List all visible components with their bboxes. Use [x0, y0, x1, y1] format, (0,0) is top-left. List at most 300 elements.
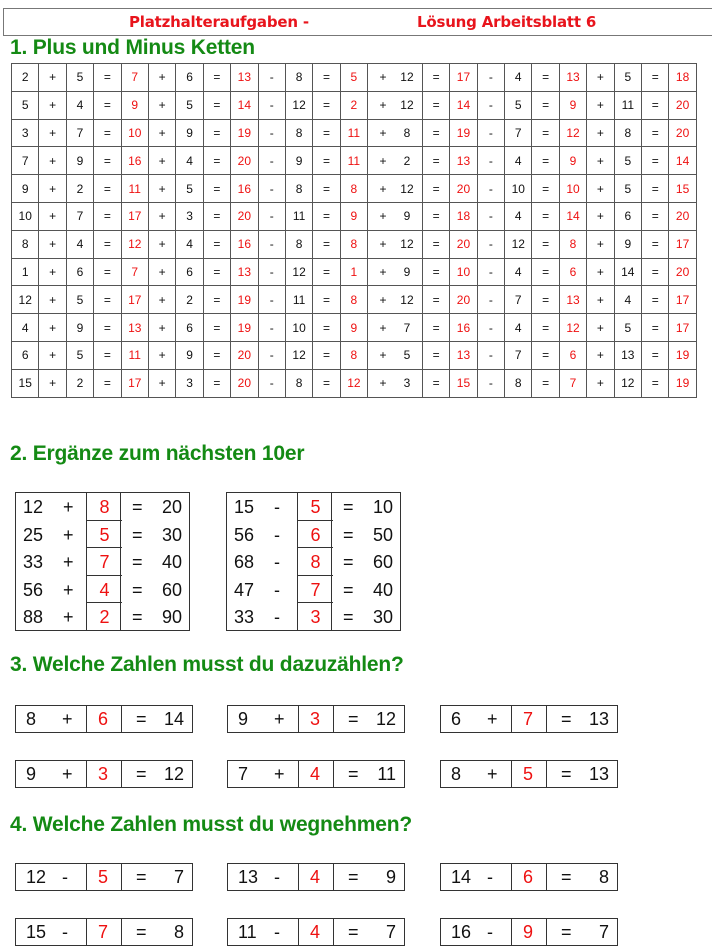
- chain-cell-op-num: [368, 175, 423, 203]
- chain-cell: -: [258, 341, 285, 369]
- add-equation-box: [440, 705, 618, 733]
- chain-answer-cell: 17: [669, 286, 696, 314]
- chain-answer-cell: 8: [340, 230, 367, 258]
- result: 8: [173, 922, 184, 942]
- chain-cell: =: [642, 64, 669, 92]
- chain-answer-cell: 18: [669, 64, 696, 92]
- divider: [546, 919, 547, 945]
- operand: 9: [26, 764, 37, 784]
- divider: [121, 761, 122, 787]
- chain-cell: =: [313, 369, 340, 397]
- chain-cell: =: [94, 258, 121, 286]
- chain-cell: +: [587, 258, 614, 286]
- chain-cell: 8: [285, 369, 312, 397]
- operator: +: [62, 764, 73, 784]
- chain-cell: =: [422, 230, 449, 258]
- answer-cell: [87, 493, 122, 521]
- divider: [86, 864, 87, 890]
- chain-cell: =: [313, 230, 340, 258]
- chain-cell: 4: [505, 147, 532, 175]
- chain-cell: +: [148, 314, 175, 342]
- result: 30: [162, 524, 183, 545]
- chain-row: [12, 369, 697, 397]
- operator: +: [62, 709, 73, 729]
- chain-cell: =: [203, 91, 230, 119]
- divider: [333, 864, 334, 890]
- chain-cell: -: [258, 369, 285, 397]
- chain-operator: +: [379, 237, 387, 252]
- result: 7: [385, 922, 396, 942]
- chain-cell: 9: [285, 147, 312, 175]
- chain-answer-cell: 16: [231, 230, 258, 258]
- chain-number: 12: [400, 237, 414, 252]
- operand: 13: [238, 867, 259, 887]
- add-equation-box: [227, 705, 405, 733]
- chain-cell: -: [258, 230, 285, 258]
- chain-cell: =: [642, 175, 669, 203]
- chain-cell: =: [94, 286, 121, 314]
- chain-answer-cell: 19: [231, 286, 258, 314]
- chain-cell: +: [148, 341, 175, 369]
- chain-cell: =: [532, 369, 559, 397]
- chain-operator: +: [379, 181, 387, 196]
- result: 12: [375, 709, 396, 729]
- divider: [333, 706, 334, 732]
- chain-answer-cell: 10: [121, 119, 148, 147]
- chain-operator: +: [379, 125, 387, 140]
- chain-cell: 3: [12, 119, 39, 147]
- chain-cell: =: [532, 230, 559, 258]
- add-equation-box: [15, 705, 193, 733]
- chain-cell: =: [642, 286, 669, 314]
- chain-cell: =: [532, 286, 559, 314]
- answer-value: 6: [523, 867, 534, 887]
- answer-cell: [298, 603, 333, 631]
- chain-answer-cell: 14: [231, 91, 258, 119]
- chain-answer-cell: 8: [340, 341, 367, 369]
- chain-grid: [11, 63, 697, 398]
- chain-number: 9: [403, 264, 411, 279]
- chain-cell: +: [148, 91, 175, 119]
- operator: +: [274, 764, 285, 784]
- chain-cell: =: [94, 64, 121, 92]
- chain-cell-op-num: [368, 286, 423, 314]
- chain-cell: 12: [12, 286, 39, 314]
- chain-cell: +: [39, 258, 66, 286]
- add-equation-box: [440, 760, 618, 788]
- chain-cell: =: [94, 119, 121, 147]
- chain-answer-cell: 17: [669, 314, 696, 342]
- chain-answer-cell: 13: [450, 147, 477, 175]
- chain-cell: 4: [176, 230, 203, 258]
- chain-cell: 6: [12, 341, 39, 369]
- equals-sign: =: [343, 497, 354, 517]
- answer-value: 8: [99, 497, 110, 517]
- answer-cell: [298, 521, 333, 549]
- chain-cell: -: [258, 64, 285, 92]
- operand: 12: [23, 497, 44, 517]
- operator: -: [274, 552, 280, 573]
- chain-answer-cell: 19: [669, 369, 696, 397]
- result: 12: [163, 764, 184, 784]
- chain-cell: =: [313, 119, 340, 147]
- divider: [546, 761, 547, 787]
- result: 50: [373, 524, 394, 545]
- chain-cell: 7: [66, 119, 93, 147]
- chain-cell: +: [39, 286, 66, 314]
- chain-number: 7: [403, 320, 411, 335]
- chain-operator: +: [379, 209, 387, 224]
- result: 9: [385, 867, 396, 887]
- chain-cell-op-num: [368, 230, 423, 258]
- chain-cell: 14: [614, 258, 641, 286]
- chain-answer-cell: 18: [450, 202, 477, 230]
- chain-answer-cell: 17: [669, 230, 696, 258]
- chain-row: [12, 119, 697, 147]
- chain-cell: +: [148, 202, 175, 230]
- chain-answer-cell: 2: [340, 91, 367, 119]
- chain-cell: +: [39, 64, 66, 92]
- chain-cell: 7: [505, 119, 532, 147]
- chain-cell: =: [203, 258, 230, 286]
- chain-answer-cell: 10: [559, 175, 586, 203]
- section-4-heading: 4. Welche Zahlen musst du wegnehmen?: [10, 813, 412, 836]
- answer-value: 5: [98, 867, 109, 887]
- operand: 6: [451, 709, 462, 729]
- divider: [511, 919, 512, 945]
- equals-sign: =: [136, 709, 147, 729]
- chain-cell: 2: [12, 64, 39, 92]
- chain-cell: +: [148, 64, 175, 92]
- chain-number: 2: [403, 153, 411, 168]
- operator: -: [62, 922, 68, 942]
- equals-sign: =: [561, 709, 572, 729]
- chain-cell: 6: [176, 258, 203, 286]
- chain-cell: 4: [505, 314, 532, 342]
- chain-cell: 6: [614, 202, 641, 230]
- equals-sign: =: [132, 579, 143, 600]
- chain-cell-op-num: [368, 341, 423, 369]
- chain-cell: =: [532, 119, 559, 147]
- equals-sign: =: [561, 764, 572, 784]
- operand: 7: [238, 764, 249, 784]
- chain-cell: 8: [12, 230, 39, 258]
- sub-equation-box: [440, 863, 618, 891]
- chain-cell: =: [642, 314, 669, 342]
- chain-cell: =: [313, 286, 340, 314]
- answer-cell: [87, 521, 122, 549]
- answer-value: 4: [99, 579, 110, 600]
- operand: 47: [234, 579, 255, 600]
- operator: +: [63, 607, 74, 628]
- chain-cell: 9: [176, 341, 203, 369]
- answer-value: 7: [310, 579, 321, 600]
- chain-cell-op-num: [368, 202, 423, 230]
- chain-cell: =: [94, 91, 121, 119]
- chain-cell: -: [477, 341, 504, 369]
- chain-cell: 5: [66, 341, 93, 369]
- chain-cell: 3: [176, 369, 203, 397]
- chain-cell: 8: [285, 230, 312, 258]
- divider: [298, 761, 299, 787]
- result: 13: [588, 709, 609, 729]
- chain-cell: =: [422, 202, 449, 230]
- sub-equation-box: [15, 863, 193, 891]
- title-right: Lösung Arbeitsblatt 6: [417, 13, 597, 31]
- answer-value: 5: [310, 497, 321, 517]
- operator: -: [274, 867, 280, 887]
- chain-cell: 5: [66, 64, 93, 92]
- chain-row: [12, 175, 697, 203]
- result: 40: [162, 552, 183, 573]
- chain-row: [12, 341, 697, 369]
- chain-cell: =: [642, 258, 669, 286]
- chain-cell: 10: [12, 202, 39, 230]
- chain-answer-cell: 19: [669, 341, 696, 369]
- divider: [298, 864, 299, 890]
- add-equation-box: [227, 760, 405, 788]
- chain-cell: =: [422, 314, 449, 342]
- chain-answer-cell: 20: [450, 286, 477, 314]
- divider: [333, 919, 334, 945]
- section-2-heading: 2. Ergänze zum nächsten 10er: [10, 442, 305, 465]
- chain-cell: -: [477, 147, 504, 175]
- operand: 8: [451, 764, 462, 784]
- answer-cell: [87, 576, 122, 604]
- chain-row: [12, 147, 697, 175]
- operand: 56: [234, 524, 255, 545]
- equals-sign: =: [561, 922, 572, 942]
- chain-cell: =: [94, 175, 121, 203]
- divider: [546, 864, 547, 890]
- chain-cell: =: [422, 147, 449, 175]
- equals-sign: =: [136, 922, 147, 942]
- add-equation-box: [15, 760, 193, 788]
- chain-cell: -: [258, 286, 285, 314]
- result: 90: [162, 607, 183, 628]
- chain-cell: 7: [66, 202, 93, 230]
- title-left: Platzhalteraufgaben -: [129, 13, 309, 31]
- operand: 88: [23, 607, 44, 628]
- chain-answer-cell: 19: [231, 119, 258, 147]
- chain-cell: =: [203, 230, 230, 258]
- chain-cell: 5: [614, 147, 641, 175]
- answer-value: 6: [310, 524, 321, 545]
- operand: 56: [23, 579, 44, 600]
- chain-answer-cell: 20: [231, 369, 258, 397]
- operand: 14: [451, 867, 472, 887]
- chain-cell: +: [39, 119, 66, 147]
- operand: 25: [23, 524, 44, 545]
- chain-cell: 2: [66, 175, 93, 203]
- chain-answer-cell: 9: [340, 314, 367, 342]
- chain-answer-cell: 14: [669, 147, 696, 175]
- chain-cell: 11: [614, 91, 641, 119]
- chain-cell: 12: [285, 341, 312, 369]
- chain-cell: 10: [505, 175, 532, 203]
- chain-cell: +: [39, 91, 66, 119]
- operator: -: [274, 922, 280, 942]
- chain-cell: 5: [505, 91, 532, 119]
- chain-cell: =: [313, 341, 340, 369]
- operator: -: [487, 922, 493, 942]
- answer-value: 8: [310, 552, 321, 573]
- chain-cell-op-num: [368, 119, 423, 147]
- chain-answer-cell: 5: [340, 64, 367, 92]
- result: 40: [373, 579, 394, 600]
- sub-equation-box: [15, 918, 193, 946]
- chain-cell: -: [258, 91, 285, 119]
- chain-cell: 7: [505, 286, 532, 314]
- answer-cell: [87, 603, 122, 631]
- chain-cell: 5: [176, 175, 203, 203]
- chain-cell: =: [203, 64, 230, 92]
- chain-cell: +: [587, 64, 614, 92]
- chain-cell: =: [532, 314, 559, 342]
- answer-value: 4: [310, 867, 321, 887]
- divider: [121, 706, 122, 732]
- chain-cell: -: [258, 119, 285, 147]
- chain-cell: +: [148, 147, 175, 175]
- chain-operator: +: [379, 70, 387, 85]
- chain-cell: 4: [66, 91, 93, 119]
- chain-answer-cell: 19: [231, 314, 258, 342]
- chain-cell: =: [203, 202, 230, 230]
- chain-cell: =: [532, 147, 559, 175]
- operator: -: [62, 867, 68, 887]
- divider: [86, 919, 87, 945]
- chain-cell: +: [587, 314, 614, 342]
- result: 13: [588, 764, 609, 784]
- chain-answer-cell: 20: [669, 119, 696, 147]
- chain-cell: 12: [614, 369, 641, 397]
- equals-sign: =: [561, 867, 572, 887]
- equals-sign: =: [136, 764, 147, 784]
- operand: 68: [234, 552, 255, 573]
- chain-cell: +: [148, 286, 175, 314]
- chain-cell: =: [642, 119, 669, 147]
- operator: +: [487, 764, 498, 784]
- chain-cell: =: [313, 91, 340, 119]
- chain-answer-cell: 20: [231, 202, 258, 230]
- chain-cell: 4: [614, 286, 641, 314]
- result: 30: [373, 607, 394, 628]
- chain-answer-cell: 16: [450, 314, 477, 342]
- chain-answer-cell: 20: [669, 202, 696, 230]
- chain-cell: -: [477, 64, 504, 92]
- chain-operator: +: [379, 348, 387, 363]
- chain-cell: 6: [66, 258, 93, 286]
- chain-cell: -: [258, 314, 285, 342]
- chain-operator: +: [379, 292, 387, 307]
- chain-cell: -: [477, 202, 504, 230]
- chain-cell: 8: [285, 119, 312, 147]
- chain-cell: =: [313, 175, 340, 203]
- chain-cell: 11: [285, 202, 312, 230]
- chain-cell: =: [532, 258, 559, 286]
- chain-cell: =: [203, 341, 230, 369]
- chain-cell: 9: [66, 147, 93, 175]
- operand: 15: [234, 497, 255, 517]
- chain-cell: =: [422, 369, 449, 397]
- chain-cell: =: [532, 91, 559, 119]
- sub-equation-box: [227, 918, 405, 946]
- chain-cell: =: [313, 147, 340, 175]
- chain-cell: =: [422, 91, 449, 119]
- chain-cell: +: [587, 175, 614, 203]
- chain-answer-cell: 20: [450, 175, 477, 203]
- operand: 11: [238, 922, 257, 942]
- equals-sign: =: [132, 607, 143, 628]
- answer-value: 4: [310, 922, 321, 942]
- chain-cell: =: [532, 64, 559, 92]
- chain-cell: 3: [176, 202, 203, 230]
- result: 10: [373, 497, 394, 517]
- operand: 33: [23, 552, 44, 573]
- chain-answer-cell: 11: [121, 175, 148, 203]
- chain-cell: -: [477, 286, 504, 314]
- chain-cell: +: [587, 119, 614, 147]
- chain-cell: =: [313, 258, 340, 286]
- chain-cell: 9: [176, 119, 203, 147]
- title-bar: [3, 8, 712, 36]
- chain-cell: 13: [614, 341, 641, 369]
- chain-cell: 7: [505, 341, 532, 369]
- chain-cell: =: [642, 91, 669, 119]
- chain-cell: -: [477, 369, 504, 397]
- chain-cell: -: [477, 91, 504, 119]
- chain-cell: 6: [176, 64, 203, 92]
- chain-cell: 12: [505, 230, 532, 258]
- chain-cell-op-num: [368, 314, 423, 342]
- result: 8: [598, 867, 609, 887]
- chain-cell: =: [422, 64, 449, 92]
- chain-cell: =: [94, 147, 121, 175]
- chain-answer-cell: 11: [340, 119, 367, 147]
- divider: [86, 706, 87, 732]
- chain-cell: =: [422, 119, 449, 147]
- operator: -: [274, 579, 280, 600]
- divider: [86, 761, 87, 787]
- answer-cell: [298, 493, 333, 521]
- chain-cell: +: [587, 91, 614, 119]
- equals-sign: =: [348, 764, 359, 784]
- chain-cell-op-num: [368, 91, 423, 119]
- chain-answer-cell: 9: [559, 91, 586, 119]
- chain-cell: =: [203, 369, 230, 397]
- chain-cell: -: [477, 230, 504, 258]
- divider: [546, 706, 547, 732]
- chain-answer-cell: 13: [559, 64, 586, 92]
- operator: +: [63, 524, 74, 545]
- chain-cell: 9: [66, 314, 93, 342]
- chain-answer-cell: 7: [559, 369, 586, 397]
- equals-sign: =: [136, 867, 147, 887]
- answer-value: 2: [99, 607, 110, 628]
- chain-cell: 10: [285, 314, 312, 342]
- chain-cell: =: [94, 202, 121, 230]
- chain-cell: +: [39, 341, 66, 369]
- operand: 33: [234, 607, 255, 628]
- answer-value: 5: [523, 764, 534, 784]
- chain-row: [12, 91, 697, 119]
- chain-cell: 2: [66, 369, 93, 397]
- chain-cell: -: [258, 258, 285, 286]
- chain-row: [12, 258, 697, 286]
- chain-answer-cell: 8: [559, 230, 586, 258]
- chain-cell: =: [642, 202, 669, 230]
- chain-cell: +: [39, 369, 66, 397]
